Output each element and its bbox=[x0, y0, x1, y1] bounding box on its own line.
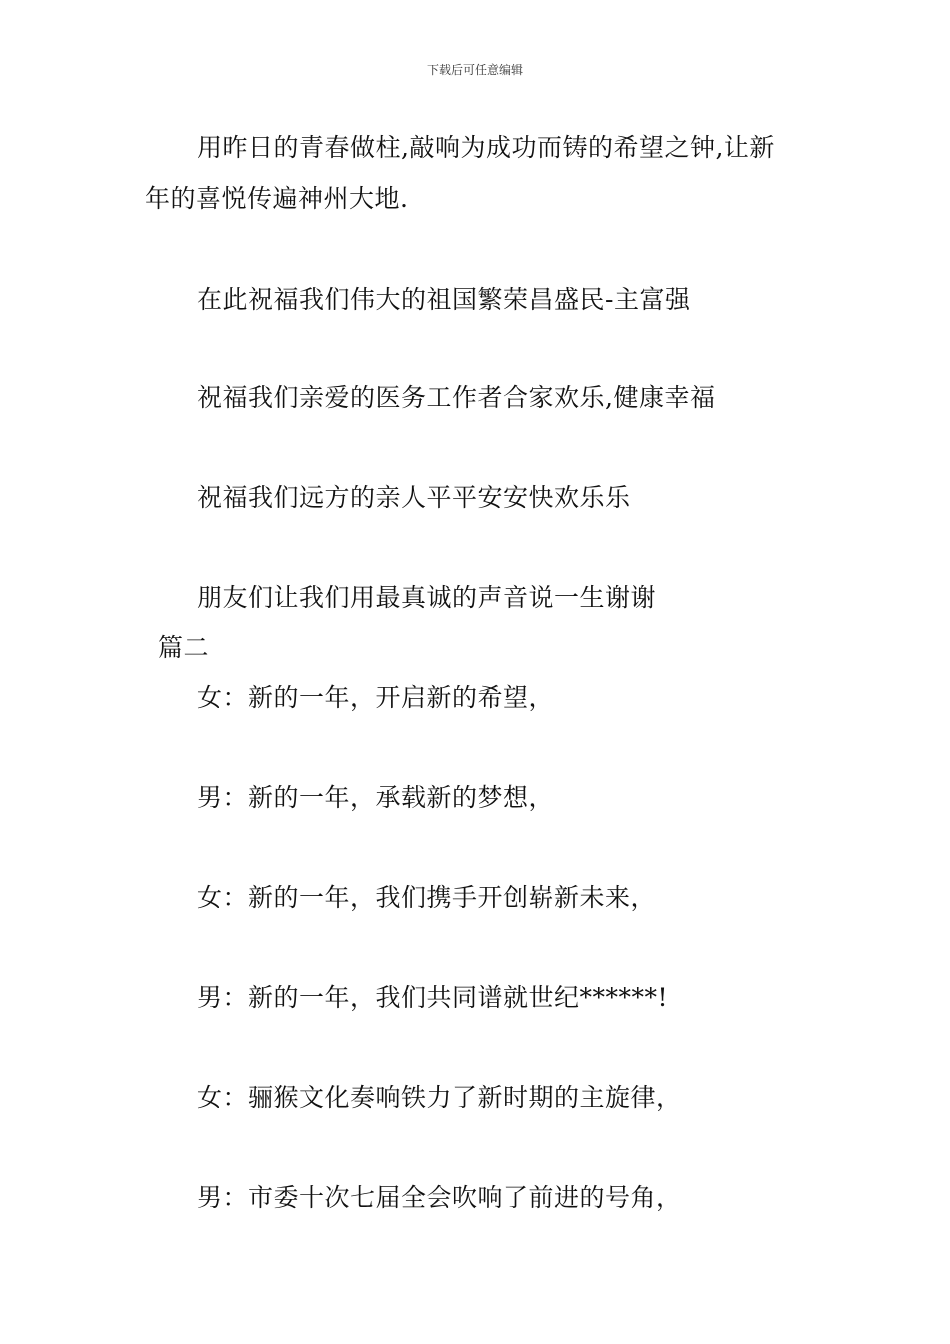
paragraph-4: 祝福我们远方的亲人平平安安快欢乐乐 bbox=[197, 483, 631, 512]
dialogue-line: 男：市委十次七届全会吹响了前进的号角， bbox=[197, 1183, 682, 1212]
section-title: 篇二 bbox=[158, 633, 210, 662]
paragraph-1-line-1: 用昨日的青春做柱,敲响为成功而铸的希望之钟,让新 bbox=[197, 133, 775, 162]
paragraph-3: 祝福我们亲爱的医务工作者合家欢乐,健康幸福 bbox=[197, 383, 716, 412]
paragraph-2: 在此祝福我们伟大的祖国繁荣昌盛民-主富强 bbox=[197, 285, 691, 314]
dialogue-line: 男：新的一年，承载新的梦想， bbox=[197, 783, 555, 812]
paragraph-5: 朋友们让我们用最真诚的声音说一生谢谢 bbox=[197, 583, 657, 612]
paragraph-1-line-2: 年的喜悦传遍神州大地. bbox=[145, 184, 409, 213]
dialogue-line: 女：新的一年，我们携手开创崭新未来， bbox=[197, 883, 657, 912]
dialogue-line: 女：新的一年，开启新的希望， bbox=[197, 683, 555, 712]
dialogue-line: 男：新的一年，我们共同谱就世纪******! bbox=[197, 983, 669, 1012]
dialogue-line: 女：骊猴文化奏响铁力了新时期的主旋律， bbox=[197, 1083, 682, 1112]
page-header-note: 下载后可任意编辑 bbox=[426, 63, 523, 77]
